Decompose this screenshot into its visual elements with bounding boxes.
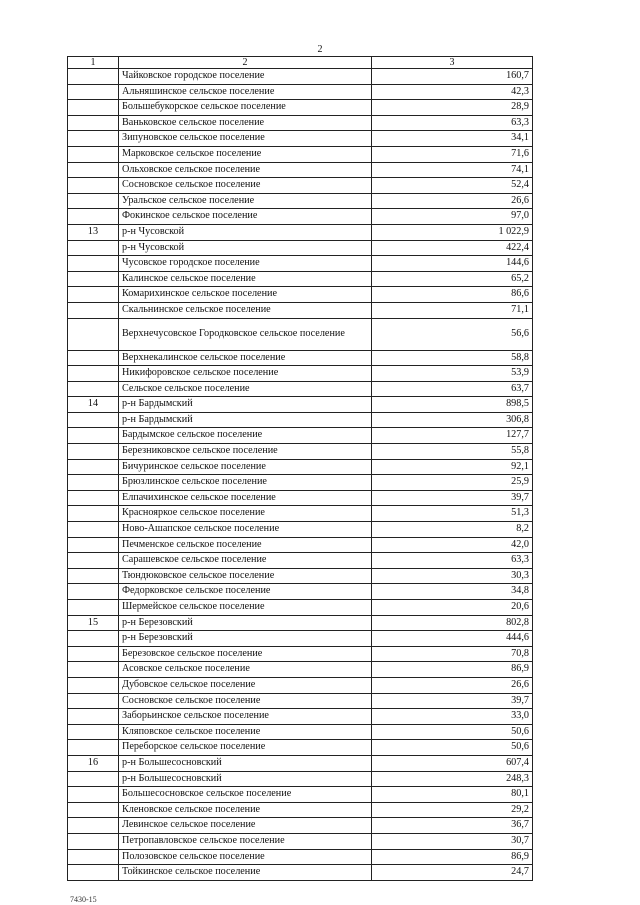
row-name-cell: Никифоровское сельское поселение [119,366,372,382]
row-name-cell: Березовское сельское поселение [119,646,372,662]
row-name-cell: Марковское сельское поселение [119,146,372,162]
column-header-2: 2 [119,57,372,69]
row-name-cell: Калинское сельское поселение [119,271,372,287]
row-number-cell [68,662,119,678]
row-name-cell: Бардымское сельское поселение [119,428,372,444]
row-name-cell: Ольховское сельское поселение [119,162,372,178]
table-row [68,677,533,693]
row-value-cell: 248,3 [372,771,533,787]
row-value-cell: 50,6 [372,740,533,756]
table-row [68,646,533,662]
row-value-cell: 86,9 [372,662,533,678]
table-row [68,553,533,569]
row-value-cell: 63,3 [372,115,533,131]
row-value-cell: 29,2 [372,802,533,818]
row-name-cell: р-н Чусовской [119,224,372,240]
table-row [68,709,533,725]
table-row [68,350,533,366]
row-name-cell: Сельское сельское поселение [119,381,372,397]
table-row [68,69,533,85]
row-value-cell: 55,8 [372,444,533,460]
row-value-cell: 58,8 [372,350,533,366]
row-number-cell [68,240,119,256]
row-number-cell [68,537,119,553]
row-name-cell: р-н Чусовской [119,240,372,256]
row-name-cell: Краснояркое сельское поселение [119,506,372,522]
table-row [68,240,533,256]
row-number-cell [68,802,119,818]
row-number-cell [68,709,119,725]
row-name-cell: Кляповское сельское поселение [119,724,372,740]
row-number-cell [68,115,119,131]
table-row [68,444,533,460]
row-value-cell: 36,7 [372,818,533,834]
row-value-cell: 92,1 [372,459,533,475]
row-name-cell: Елпачихинское сельское поселение [119,490,372,506]
row-number-cell [68,444,119,460]
row-value-cell: 80,1 [372,787,533,803]
row-value-cell: 97,0 [372,209,533,225]
row-number-cell: 16 [68,755,119,771]
row-number-cell [68,69,119,85]
row-number-cell [68,833,119,849]
row-value-cell: 51,3 [372,506,533,522]
row-name-cell: Верхнекалинское сельское поселение [119,350,372,366]
row-value-cell: 802,8 [372,615,533,631]
row-number-cell [68,381,119,397]
row-number-cell [68,475,119,491]
table-row [68,787,533,803]
table-row [68,271,533,287]
table-row [68,224,533,240]
row-name-cell: Скальнинское сельское поселение [119,302,372,318]
table-row [68,490,533,506]
row-name-cell: Березниковское сельское поселение [119,444,372,460]
row-number-cell [68,271,119,287]
row-name-cell: р-н Березовский [119,631,372,647]
row-value-cell: 63,7 [372,381,533,397]
table-row [68,818,533,834]
row-number-cell [68,459,119,475]
row-number-cell [68,818,119,834]
row-number-cell [68,366,119,382]
row-value-cell: 607,4 [372,755,533,771]
row-number-cell [68,350,119,366]
row-number-cell [68,287,119,303]
table-row [68,381,533,397]
table-row [68,833,533,849]
row-value-cell: 144,6 [372,256,533,272]
row-value-cell: 86,9 [372,849,533,865]
row-number-cell [68,631,119,647]
row-number-cell [68,865,119,881]
table-row [68,162,533,178]
row-value-cell: 1 022,9 [372,224,533,240]
row-name-cell: Кленовское сельское поселение [119,802,372,818]
table-row [68,366,533,382]
row-name-cell: Сосновское сельское поселение [119,178,372,194]
row-value-cell: 26,6 [372,677,533,693]
row-number-cell [68,849,119,865]
row-value-cell: 444,6 [372,631,533,647]
table-header-row [68,57,533,69]
row-number-cell: 14 [68,397,119,413]
table-row [68,724,533,740]
row-name-cell: Комарихинское сельское поселение [119,287,372,303]
table-row [68,84,533,100]
row-name-cell: Заборьинское сельское поселение [119,709,372,725]
row-value-cell: 39,7 [372,490,533,506]
table-row [68,209,533,225]
row-value-cell: 26,6 [372,193,533,209]
page-number: 2 [317,44,323,55]
table-row [68,256,533,272]
table-row [68,802,533,818]
row-number-cell [68,553,119,569]
row-name-cell: Брюзлинское сельское поселение [119,475,372,491]
row-name-cell: Печменское сельское поселение [119,537,372,553]
table-row [68,631,533,647]
row-value-cell: 71,1 [372,302,533,318]
row-number-cell [68,131,119,147]
row-value-cell: 34,1 [372,131,533,147]
row-name-cell: Тюндюковское сельское поселение [119,568,372,584]
row-value-cell: 70,8 [372,646,533,662]
table-row [68,755,533,771]
row-name-cell: Большебукорское сельское поселение [119,100,372,116]
row-number-cell [68,100,119,116]
row-name-cell: Дубовское сельское поселение [119,677,372,693]
row-number-cell [68,318,119,350]
row-name-cell: Полозовское сельское поселение [119,849,372,865]
table-row [68,849,533,865]
budget-table [67,56,533,881]
row-number-cell: 13 [68,224,119,240]
row-value-cell: 42,0 [372,537,533,553]
row-name-cell: Сарашевское сельское поселение [119,553,372,569]
row-value-cell: 24,7 [372,865,533,881]
row-number-cell [68,490,119,506]
table-row [68,115,533,131]
row-value-cell: 52,4 [372,178,533,194]
table-row [68,865,533,881]
row-name-cell: Бичуринское сельское поселение [119,459,372,475]
table-row [68,615,533,631]
row-value-cell: 50,6 [372,724,533,740]
row-value-cell: 63,3 [372,553,533,569]
row-name-cell: р-н Бардымский [119,412,372,428]
row-name-cell: Ваньковское сельское поселение [119,115,372,131]
row-value-cell: 74,1 [372,162,533,178]
row-value-cell: 30,3 [372,568,533,584]
row-name-cell: Чусовское городское поселение [119,256,372,272]
row-name-cell: Большесосновское сельское поселение [119,787,372,803]
row-name-cell: Зипуновское сельское поселение [119,131,372,147]
table-row [68,318,533,350]
row-name-cell: Левинское сельское поселение [119,818,372,834]
row-number-cell [68,677,119,693]
row-number-cell [68,787,119,803]
row-name-cell: Альняшинское сельское поселение [119,84,372,100]
row-number-cell [68,84,119,100]
row-name-cell: Сосновское сельское поселение [119,693,372,709]
row-number-cell [68,412,119,428]
row-number-cell [68,209,119,225]
row-number-cell [68,506,119,522]
table-row [68,584,533,600]
row-number-cell [68,428,119,444]
column-header-3: 3 [372,57,533,69]
row-name-cell: Чайковское городское поселение [119,69,372,85]
table-row [68,693,533,709]
table-row [68,662,533,678]
table-row [68,100,533,116]
row-number-cell [68,193,119,209]
table-row [68,459,533,475]
row-number-cell [68,600,119,616]
row-number-cell [68,302,119,318]
table-row [68,771,533,787]
row-value-cell: 33,0 [372,709,533,725]
row-value-cell: 30,7 [372,833,533,849]
table-row [68,131,533,147]
row-number-cell [68,162,119,178]
table-row [68,522,533,538]
table-row [68,146,533,162]
row-number-cell [68,693,119,709]
row-number-cell [68,146,119,162]
row-name-cell: Верхнечусовское Городковское сельское поселение [119,318,372,350]
table-row [68,506,533,522]
row-name-cell: Фокинское сельское поселение [119,209,372,225]
row-name-cell: р-н Бардымский [119,397,372,413]
row-value-cell: 898,5 [372,397,533,413]
row-number-cell [68,724,119,740]
row-value-cell: 28,9 [372,100,533,116]
row-name-cell: р-н Большесосновский [119,755,372,771]
table-row [68,475,533,491]
row-value-cell: 306,8 [372,412,533,428]
row-value-cell: 42,3 [372,84,533,100]
row-number-cell [68,178,119,194]
row-value-cell: 71,6 [372,146,533,162]
table-row [68,302,533,318]
row-value-cell: 39,7 [372,693,533,709]
row-value-cell: 160,7 [372,69,533,85]
row-value-cell: 86,6 [372,287,533,303]
row-value-cell: 53,9 [372,366,533,382]
table-row [68,740,533,756]
table-row [68,193,533,209]
row-value-cell: 8,2 [372,522,533,538]
row-value-cell: 65,2 [372,271,533,287]
row-number-cell [68,256,119,272]
table-row [68,412,533,428]
row-value-cell: 56,6 [372,318,533,350]
table-row [68,537,533,553]
row-name-cell: Ново-Ашапское сельское поселение [119,522,372,538]
row-value-cell: 422,4 [372,240,533,256]
row-name-cell: р-н Березовский [119,615,372,631]
row-number-cell [68,568,119,584]
row-name-cell: Асовское сельское поселение [119,662,372,678]
row-number-cell [68,522,119,538]
row-name-cell: Тойкинское сельское поселение [119,865,372,881]
table-row [68,600,533,616]
table-row [68,287,533,303]
row-value-cell: 34,8 [372,584,533,600]
row-name-cell: Шермейское сельское поселение [119,600,372,616]
column-header-1: 1 [68,57,119,69]
row-name-cell: Уральское сельское поселение [119,193,372,209]
row-name-cell: Петропавловское сельское поселение [119,833,372,849]
row-number-cell [68,771,119,787]
row-number-cell: 15 [68,615,119,631]
row-number-cell [68,646,119,662]
row-value-cell: 25,9 [372,475,533,491]
table-row [68,428,533,444]
row-number-cell [68,584,119,600]
document-code: 7430-15 [70,895,97,904]
table-row [68,397,533,413]
row-number-cell [68,740,119,756]
row-name-cell: Федорковское сельское поселение [119,584,372,600]
row-value-cell: 20,6 [372,600,533,616]
row-name-cell: Переборское сельское поселение [119,740,372,756]
table-row [68,178,533,194]
table-row [68,568,533,584]
row-value-cell: 127,7 [372,428,533,444]
row-name-cell: р-н Большесосновский [119,771,372,787]
